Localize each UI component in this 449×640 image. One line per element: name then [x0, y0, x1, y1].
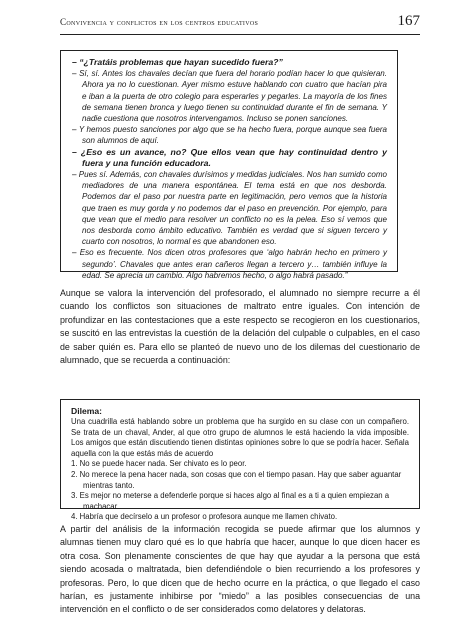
dilema-title: Dilema:: [71, 406, 103, 416]
interview-excerpt-box: [60, 50, 398, 280]
dialogue-line: – Y hemos puesto sanciones por algo que se ha hecho fuera, porque aunque sea fuera son alumnos de aquí.: [72, 125, 387, 146]
running-title: Convivencia y conflictos en los centros educativos: [60, 17, 259, 27]
dilema-intro: Una cuadrilla está hablando sobre un problema que ha surgido en su clase con un compañero. Se trata de un chaval, Ander, al que otro grupo de alumnos le está haciendo la vida imposible. Los amigos que están discutiendo tienen distintas opiniones sobre lo que se podría hacer. Señala aquella con la que estás más de acuerdo: [71, 417, 409, 458]
dilema-option: 4. Habría que decírselo a un profesor o profesora aunque me llamen chivato.: [71, 512, 338, 522]
body-paragraph-2: A partir del análisis de la información recogida se puede afirmar que los alumnos y alumnas tienen muy claro qué es lo que habría que hacer, aunque lo que dicen hacer es otra cosa. Son plenamente conscientes de que hay que ayudar a la persona que está siendo acosada o maltratada, bien defendiéndole o bien recurriendo a los profesores y profesoras. Pero, lo que dicen que de hecho ocurre en la práctica, o que llegado el caso harían, es justamente inhibirse por “miedo” a las posibles consecuencias de una intervención en el conflicto o de ser considerados como delatores y delatoras.: [60, 524, 420, 615]
dialogue-line: – Eso es frecuente. Nos dicen otros profesores que ‘algo habrán hecho en primero y segundo’. Chavales que antes eran cañeros llegan a tercero y… también influye la edad. Se aprecia un cambio. Algo habremos hecho, o algo habrá pasado.”: [72, 248, 387, 280]
dilema-box: [60, 399, 420, 522]
dialogue-line: – ¿Eso es un avance, no? Que ellos vean que hay continuidad dentro y fuera y una función educadora.: [72, 146, 387, 168]
dilema-option: 3. Es mejor no meterse a defenderle porque si haces algo al final es a ti a quien empiezan a machacar.: [71, 491, 390, 511]
dialogue-line: – Sí, sí. Antes los chavales decían que fuera del horario podían hacer lo que quisieran. Ahora ya no lo cuestionan. Ayer mismo estuve hablando con cuatro que hacían pira e iban a la puerta de otro colegio para esperarles y pegarles. La mayoría de los fines de semana tienen bronca y luego tienen su continuidad durante el fin de semana. Y nadie cuestiona que nosotros intervengamos. Incluso se ponen sanciones.: [72, 69, 387, 124]
page-header: [60, 14, 420, 35]
dialogue-line: – Pues sí. Además, con chavales durísimos y medidas judiciales. Nos han sumido como mediadores de una manera espontánea. El tema está en que nos desborda. Podemos dar el paso por nuestra parte en legitimación, pero vemos que la historia que traen es muy gorda y no podemos dar el paso en prevención. Por ejemplo, para que vean que el medio para resolver un conflicto no es la pelea. Eso sí vemos que nos desborda como ámbito educativo. También es verdad que si siguen tercero y cuarto con nosotros, lo normal es que abandonen eso.: [72, 170, 387, 247]
dilema-options: [71, 459, 409, 523]
dialogue-line: – “¿Tratáis problemas que hayan sucedido fuera?”: [72, 57, 283, 67]
dilema-option: 2. No merece la pena hacer nada, son cosas que con el tiempo pasan. Hay que saber aguantar mientras tanto.: [71, 469, 402, 490]
page-number: 167: [397, 13, 420, 29]
dilema-option: 1. No se puede hacer nada. Ser chivato es lo peor.: [71, 459, 247, 469]
body-paragraph-1: Aunque se valora la intervención del profesorado, el alumnado no siempre recurre a él cuando los conflictos son situaciones de maltrato entre iguales. Con intención de profundizar en las contestaciones que a este respecto se recogieron en los cuestionarios, se suscitó en las entrevistas la cuestión de la delación del culpable o culpables, en el caso de saber quién es. Para ello se planteó de nuevo uno de los dilemas del cuestionario de alumnado, que se recuerda a continuación:: [60, 288, 420, 366]
